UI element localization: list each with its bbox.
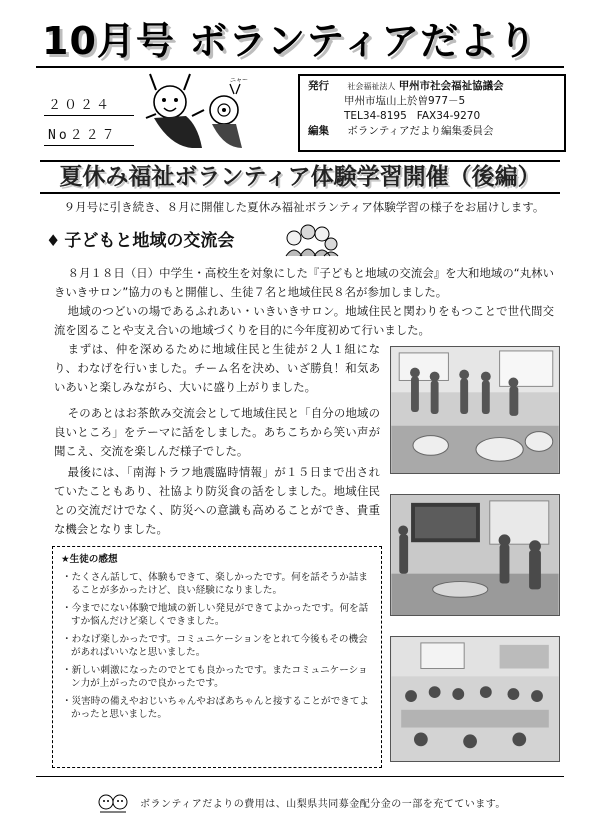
issue-number: No２２７: [44, 122, 134, 146]
lead-text: ９月号に引き続き、８月に開催した夏休み福祉ボランティア体験学習の様子をお届けします。: [63, 200, 545, 214]
org-name: 甲州市社会福祉協議会: [398, 80, 504, 92]
mascot-illustration: [132, 70, 282, 150]
editor-name: ボランティアだより編集委員会: [347, 125, 494, 137]
article-paragraph-1: ８月１８日（日）中学生・高校生を対象にした『子どもと地域の交流会』を大和地域の“丸林いきいきサロン”協力のもと開催し、生徒７名と地域住民８名が参加しました。: [54, 266, 554, 299]
feedback-item: ・ 新しい刺激になったのでとても良かったです。またコミュニケーション力が上がったので良かったです。: [61, 664, 375, 690]
headline: 夏休み福祉ボランティア体験学習開催（後編）: [40, 160, 560, 194]
footer-mascot-icon: [96, 786, 130, 814]
edit-label: 編集: [308, 125, 329, 137]
feedback-item: ・ 災害時の備えやおじいちゃんやおばあちゃんと接することができてよかったと思いました。: [61, 695, 375, 721]
masthead-divider: [36, 66, 564, 68]
publisher-box: [298, 74, 566, 152]
feedback-title: ★生徒の感想: [61, 554, 118, 565]
issue-info: [44, 92, 134, 152]
footer-note: ボランティアだよりの費用は、山梨県共同募金配分金の一部を充てています。: [140, 799, 506, 810]
org-tel: TEL34-8195: [344, 110, 407, 122]
article-paragraph-5: 最後には、「南海トラフ地震臨時情報」が１５日まで出されていたこともあり、社協より防災食の話をしました。地域住民との交流だけでなく、防災への意識も高めることができ、貴重な機会となりました。: [54, 465, 380, 536]
diamond-bullet-icon: ♦: [46, 231, 61, 250]
mascot-caption: ニャー: [230, 77, 249, 84]
org-type: 社会福祉法人: [347, 82, 396, 91]
section-heading: [46, 226, 234, 251]
photo-ringtoss: [390, 346, 560, 474]
footer-divider: [36, 776, 564, 777]
section-title-text: 子どもと地域の交流会: [64, 231, 235, 251]
photo-disaster-food-talk: [390, 636, 560, 762]
photo-tea-talk: [390, 494, 560, 616]
feedback-item: ・ わなげ楽しかったです。コミュニケーションをとれて今後もその機会があればいいなと思いました。: [61, 633, 375, 659]
org-fax: FAX34-9270: [416, 110, 481, 122]
article-paragraph-4: そのあとはお茶飲み交流会として地域住民と「自分の地域の良いところ」をテーマに話をしました。あちこちから笑い声が聞こえ、交流を楽しんだ様子でした。: [54, 406, 380, 458]
article-paragraph-2: 地域のつどいの場であるふれあい・いきいきサロン。地域住民と関わりをもつことで世代間交流を図ることや支え合いの地域づくりを目的に今年度初めて行いました。: [54, 304, 554, 337]
org-address: 甲州市塩山上於曽977－5: [344, 95, 466, 107]
feedback-item: ・ 今までにない体験で地域の新しい発見ができてよかったです。何を話すか悩んだけど楽しくできました。: [61, 602, 375, 628]
issue-year: ２０２４: [44, 92, 134, 116]
article-paragraph-3: まずは、仲を深めるために地域住民と生徒が２人１組になり、わなげを行いました。チーム名を決め、いざ勝負！和気あいあいと楽しみながら、大いに盛り上がりました。: [54, 342, 380, 394]
kids-illustration: [284, 220, 340, 258]
student-feedback-box: [52, 546, 382, 768]
masthead-title: 10月号 ボランティアだより: [42, 19, 538, 63]
publish-label: 発行: [308, 80, 329, 92]
feedback-item: ・ たくさん話して、体験もできて、楽しかったです。何を話そうか詰まることが多かったけど、良い経験になりました。: [61, 571, 375, 597]
